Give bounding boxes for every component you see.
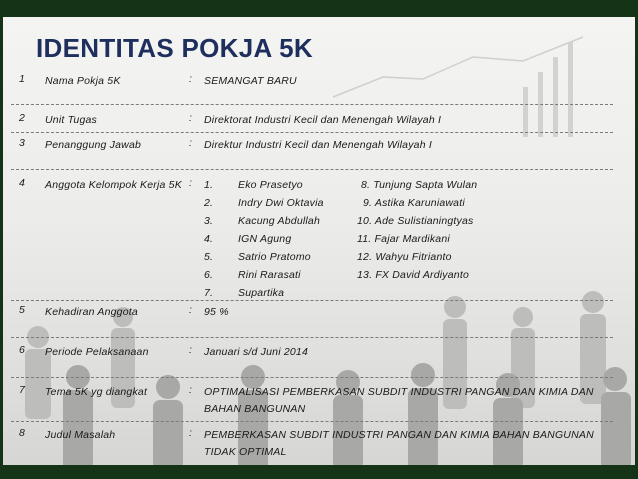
member-number: 5. (204, 251, 214, 263)
row-number: 5 (19, 304, 26, 316)
row-value: Direktorat Industri Kecil dan Menengah Wilayah I (204, 114, 442, 126)
row-colon: : (189, 177, 193, 189)
member-name: 12. Wahyu Fitrianto (357, 251, 452, 263)
row-label: Judul Masalah (45, 429, 116, 441)
row-value: 95 % (204, 306, 229, 318)
member-name: Eko Prasetyo (238, 179, 303, 191)
member-name: Satrio Pratomo (238, 251, 311, 263)
frame-top (0, 0, 638, 17)
row-label: Anggota Kelompok Kerja 5K (45, 179, 182, 191)
row-label: Periode Pelaksanaan (45, 346, 149, 358)
row-number: 6 (19, 344, 26, 356)
row-label: Tema 5K yg diangkat (45, 386, 148, 398)
row-colon: : (189, 112, 193, 124)
member-name: Supartika (238, 287, 285, 299)
row-colon: : (189, 427, 193, 439)
frame-bottom (0, 465, 638, 479)
row-number: 1 (19, 73, 26, 85)
member-number: 6. (204, 269, 214, 281)
member-name: 9. Astika Karuniawati (363, 197, 465, 209)
member-name: 11. Fajar Mardikani (357, 233, 450, 245)
row-number: 4 (19, 177, 26, 189)
row-label: Unit Tugas (45, 114, 97, 126)
member-number: 4. (204, 233, 214, 245)
row-label: Kehadiran Anggota (45, 306, 138, 318)
row-divider (11, 337, 613, 338)
row-value: OPTIMALISASI PEMBERKASAN SUBDIT INDUSTRI PANGAN DAN KIMIA DAN BAHAN BANGUNAN (204, 386, 594, 415)
row-divider (11, 300, 613, 301)
row-divider (11, 421, 613, 422)
member-name: IGN Agung (238, 233, 292, 245)
row-divider (11, 377, 613, 378)
row-colon: : (189, 304, 193, 316)
row-number: 3 (19, 137, 26, 149)
row-label: Nama Pokja 5K (45, 75, 121, 87)
row-number: 7 (19, 384, 26, 396)
member-number: 7. (204, 287, 214, 299)
member-number: 2. (204, 197, 214, 209)
slide-content (3, 17, 635, 465)
row-divider (11, 169, 613, 170)
row-label: Penanggung Jawab (45, 139, 142, 151)
page-title: IDENTITAS POKJA 5K (36, 33, 313, 63)
row-value: Direktur Industri Kecil dan Menengah Wilayah I (204, 139, 432, 151)
member-name: 10. Ade Sulistianingtyas (357, 215, 474, 227)
row-divider (11, 132, 613, 133)
row-colon: : (189, 384, 193, 396)
row-value: SEMANGAT BARU (204, 75, 297, 87)
row-number: 2 (19, 112, 26, 124)
row-number: 8 (19, 427, 26, 439)
member-name: Kacung Abdullah (238, 215, 321, 227)
member-number: 3. (204, 215, 214, 227)
row-colon: : (189, 73, 193, 85)
member-name: Rini Rarasati (238, 269, 301, 281)
row-colon: : (189, 137, 193, 149)
row-value: PEMBERKASAN SUBDIT INDUSTRI PANGAN DAN KIMIA BAHAN BANGUNAN TIDAK OPTIMAL (204, 429, 594, 458)
row-divider (11, 104, 613, 105)
row-colon: : (189, 344, 193, 356)
member-name: Indry Dwi Oktavia (238, 197, 324, 209)
member-number: 1. (204, 179, 214, 191)
member-name: 13. FX David Ardiyanto (357, 269, 469, 281)
member-name: 8. Tunjung Sapta Wulan (361, 179, 478, 191)
row-value: Januari s/d Juni 2014 (204, 346, 309, 358)
